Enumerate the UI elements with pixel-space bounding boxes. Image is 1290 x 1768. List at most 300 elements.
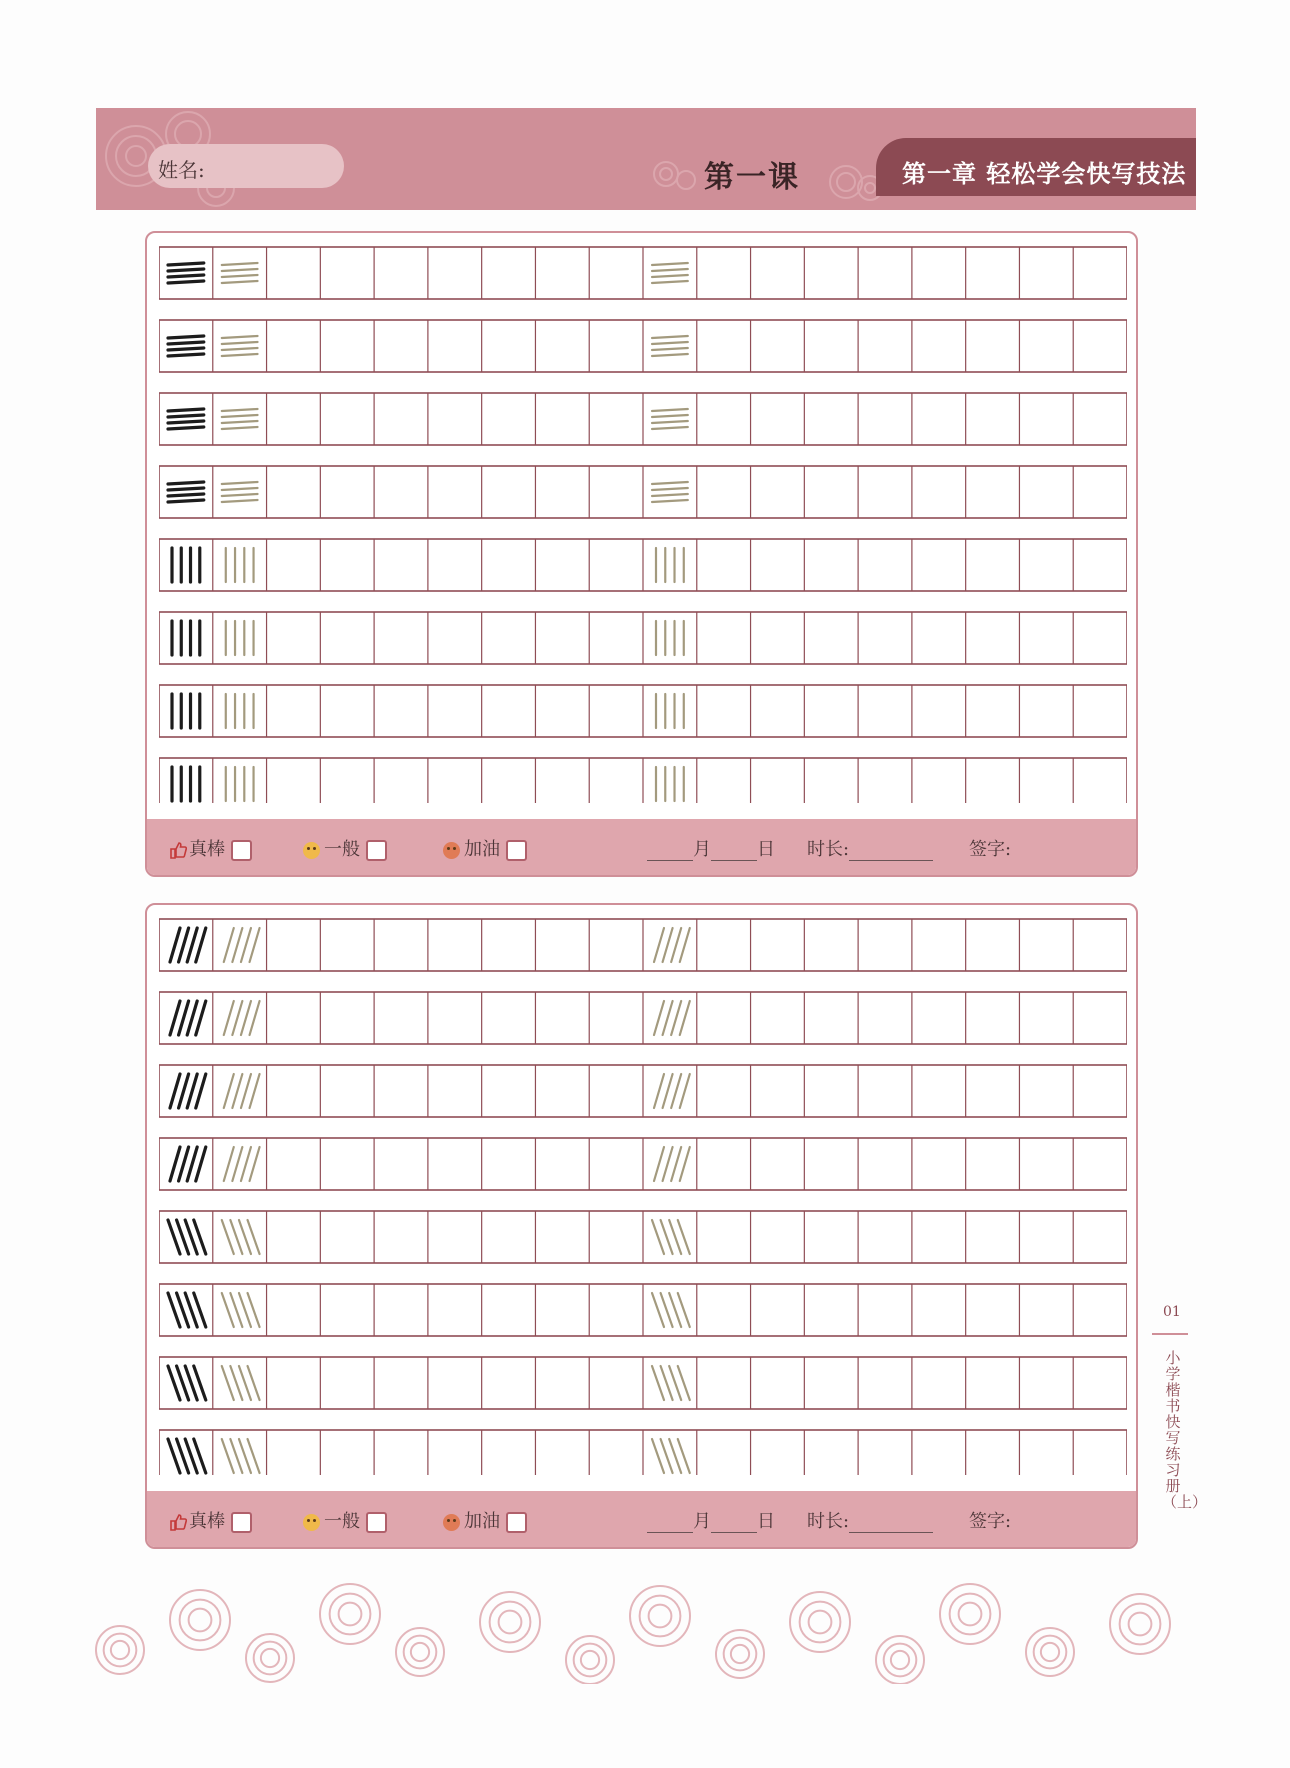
- date-field[interactable]: [647, 1507, 775, 1533]
- writing-cell[interactable]: [913, 686, 965, 736]
- writing-cell[interactable]: [805, 394, 857, 444]
- writing-cell[interactable]: [590, 1066, 642, 1116]
- writing-cell[interactable]: [375, 467, 427, 517]
- writing-cell[interactable]: [321, 613, 373, 663]
- writing-cell[interactable]: [483, 1358, 535, 1408]
- writing-cell[interactable]: [321, 993, 373, 1043]
- writing-cell[interactable]: [160, 394, 212, 444]
- writing-cell[interactable]: [752, 1066, 804, 1116]
- writing-cell[interactable]: [967, 1212, 1019, 1262]
- writing-cell[interactable]: [590, 613, 642, 663]
- writing-cell[interactable]: [698, 540, 750, 590]
- writing-cell[interactable]: [483, 248, 535, 298]
- writing-cell[interactable]: [536, 759, 588, 803]
- writing-cell[interactable]: [321, 540, 373, 590]
- writing-cell[interactable]: [268, 1212, 320, 1262]
- writing-cell[interactable]: [967, 993, 1019, 1043]
- writing-cell[interactable]: [752, 613, 804, 663]
- writing-cell[interactable]: [268, 920, 320, 970]
- writing-cell[interactable]: [1020, 993, 1072, 1043]
- writing-cell[interactable]: [590, 1212, 642, 1262]
- writing-cell[interactable]: [321, 1212, 373, 1262]
- frown-face-icon: [443, 842, 460, 859]
- writing-cell[interactable]: [859, 1431, 911, 1475]
- writing-cell[interactable]: [967, 467, 1019, 517]
- writing-cell[interactable]: [375, 248, 427, 298]
- writing-cell[interactable]: [536, 394, 588, 444]
- writing-cell[interactable]: [375, 686, 427, 736]
- writing-cell[interactable]: [214, 321, 266, 371]
- writing-cell[interactable]: [321, 1285, 373, 1335]
- writing-cell[interactable]: [536, 1358, 588, 1408]
- writing-cell[interactable]: [375, 1212, 427, 1262]
- writing-cell[interactable]: [590, 540, 642, 590]
- writing-cell[interactable]: [859, 1066, 911, 1116]
- writing-cell[interactable]: [321, 920, 373, 970]
- duration-field[interactable]: [807, 1507, 933, 1533]
- writing-cell[interactable]: [752, 321, 804, 371]
- writing-cell[interactable]: [967, 1358, 1019, 1408]
- writing-cell[interactable]: [644, 759, 696, 803]
- writing-cell[interactable]: [429, 686, 481, 736]
- writing-cell[interactable]: [483, 613, 535, 663]
- writing-cell[interactable]: [644, 321, 696, 371]
- writing-cell[interactable]: [321, 1139, 373, 1189]
- writing-cell[interactable]: [752, 920, 804, 970]
- writing-cell[interactable]: [1074, 993, 1126, 1043]
- writing-cell[interactable]: [752, 993, 804, 1043]
- practice-row: [159, 1284, 1127, 1336]
- writing-cell[interactable]: [805, 1139, 857, 1189]
- writing-cell[interactable]: [536, 540, 588, 590]
- writing-cell[interactable]: [913, 1285, 965, 1335]
- writing-cell[interactable]: [859, 613, 911, 663]
- writing-cell[interactable]: [967, 540, 1019, 590]
- writing-cell[interactable]: [1074, 467, 1126, 517]
- signature-field[interactable]: [969, 1507, 1011, 1533]
- writing-cell[interactable]: [805, 1212, 857, 1262]
- writing-cell[interactable]: [913, 1358, 965, 1408]
- writing-cell[interactable]: [698, 1285, 750, 1335]
- writing-cell[interactable]: [859, 248, 911, 298]
- lesson-title: 第一课: [704, 160, 800, 195]
- writing-cell[interactable]: [268, 759, 320, 803]
- writing-cell[interactable]: [214, 1066, 266, 1116]
- writing-cell[interactable]: [1020, 759, 1072, 803]
- writing-cell[interactable]: [429, 920, 481, 970]
- writing-cell[interactable]: [590, 759, 642, 803]
- smile-face-icon: [303, 842, 320, 859]
- writing-cell[interactable]: [536, 1066, 588, 1116]
- writing-cell[interactable]: [214, 920, 266, 970]
- writing-cell[interactable]: [590, 686, 642, 736]
- writing-cell[interactable]: [1074, 759, 1126, 803]
- writing-cell[interactable]: [429, 759, 481, 803]
- writing-cell[interactable]: [644, 920, 696, 970]
- writing-cell[interactable]: [1074, 248, 1126, 298]
- writing-cell[interactable]: [967, 1066, 1019, 1116]
- writing-cell[interactable]: [268, 321, 320, 371]
- writing-cell[interactable]: [483, 759, 535, 803]
- writing-cell[interactable]: [752, 1139, 804, 1189]
- writing-cell[interactable]: [483, 394, 535, 444]
- writing-cell[interactable]: [859, 1285, 911, 1335]
- writing-cell[interactable]: [1020, 248, 1072, 298]
- writing-cell[interactable]: [590, 1431, 642, 1475]
- writing-cell[interactable]: [321, 1358, 373, 1408]
- writing-cell[interactable]: [483, 321, 535, 371]
- writing-cell[interactable]: [644, 993, 696, 1043]
- month-label: 月: [693, 839, 711, 860]
- writing-cell[interactable]: [752, 1358, 804, 1408]
- practice-row: [159, 1065, 1127, 1117]
- writing-cell[interactable]: [160, 686, 212, 736]
- writing-cell[interactable]: [1020, 394, 1072, 444]
- writing-cell[interactable]: [214, 394, 266, 444]
- writing-cell[interactable]: [375, 1431, 427, 1475]
- writing-cell[interactable]: [913, 540, 965, 590]
- practice-grid-1: [159, 243, 1127, 803]
- writing-cell[interactable]: [536, 613, 588, 663]
- frown-face-icon: [443, 1514, 460, 1531]
- writing-cell[interactable]: [913, 613, 965, 663]
- writing-cell[interactable]: [590, 467, 642, 517]
- writing-cell[interactable]: [913, 248, 965, 298]
- writing-cell[interactable]: [967, 321, 1019, 371]
- writing-cell[interactable]: [698, 1066, 750, 1116]
- writing-cell[interactable]: [752, 1285, 804, 1335]
- writing-cell[interactable]: [913, 1066, 965, 1116]
- writing-cell[interactable]: [321, 1066, 373, 1116]
- writing-cell[interactable]: [644, 1139, 696, 1189]
- writing-cell[interactable]: [429, 1139, 481, 1189]
- writing-cell[interactable]: [375, 993, 427, 1043]
- writing-cell[interactable]: [429, 394, 481, 444]
- writing-cell[interactable]: [321, 1431, 373, 1475]
- writing-cell[interactable]: [859, 1358, 911, 1408]
- writing-cell[interactable]: [913, 394, 965, 444]
- writing-cell[interactable]: [429, 1358, 481, 1408]
- writing-cell[interactable]: [483, 467, 535, 517]
- duration-field[interactable]: [807, 835, 933, 861]
- writing-cell[interactable]: [805, 1358, 857, 1408]
- writing-cell[interactable]: [590, 248, 642, 298]
- writing-cell[interactable]: [536, 1212, 588, 1262]
- writing-cell[interactable]: [752, 394, 804, 444]
- writing-cell[interactable]: [1020, 686, 1072, 736]
- writing-cell[interactable]: [644, 1066, 696, 1116]
- writing-cell[interactable]: [590, 1139, 642, 1189]
- signature-label: 签字:: [969, 1511, 1012, 1532]
- writing-cell[interactable]: [1020, 1139, 1072, 1189]
- writing-cell[interactable]: [752, 1212, 804, 1262]
- writing-cell[interactable]: [698, 613, 750, 663]
- writing-cell[interactable]: [483, 1066, 535, 1116]
- writing-cell[interactable]: [321, 686, 373, 736]
- rating-keep-going-checkbox[interactable]: [506, 840, 527, 861]
- writing-cell[interactable]: [913, 993, 965, 1043]
- writing-cell[interactable]: [752, 759, 804, 803]
- writing-cell[interactable]: [1020, 920, 1072, 970]
- writing-cell[interactable]: [1074, 321, 1126, 371]
- writing-cell[interactable]: [752, 1431, 804, 1475]
- writing-cell[interactable]: [429, 248, 481, 298]
- writing-cell[interactable]: [429, 1212, 481, 1262]
- writing-cell[interactable]: [698, 920, 750, 970]
- writing-cell[interactable]: [1020, 613, 1072, 663]
- writing-cell[interactable]: [429, 1066, 481, 1116]
- swirl-ornament: [876, 1636, 924, 1684]
- rating-great-checkbox[interactable]: [231, 1512, 252, 1533]
- writing-cell[interactable]: [590, 993, 642, 1043]
- writing-cell[interactable]: [429, 321, 481, 371]
- writing-cell[interactable]: [375, 540, 427, 590]
- writing-cell[interactable]: [913, 759, 965, 803]
- writing-cell[interactable]: [967, 1285, 1019, 1335]
- writing-cell[interactable]: [859, 920, 911, 970]
- writing-cell[interactable]: [160, 467, 212, 517]
- writing-cell[interactable]: [375, 920, 427, 970]
- writing-cell[interactable]: [805, 759, 857, 803]
- writing-cell[interactable]: [644, 686, 696, 736]
- writing-cell[interactable]: [321, 321, 373, 371]
- writing-cell[interactable]: [536, 686, 588, 736]
- writing-cell[interactable]: [375, 1358, 427, 1408]
- writing-cell[interactable]: [752, 467, 804, 517]
- writing-cell[interactable]: [214, 467, 266, 517]
- writing-cell[interactable]: [967, 686, 1019, 736]
- writing-cell[interactable]: [1074, 1066, 1126, 1116]
- writing-cell[interactable]: [214, 613, 266, 663]
- writing-cell[interactable]: [967, 1139, 1019, 1189]
- writing-cell[interactable]: [429, 1285, 481, 1335]
- writing-cell[interactable]: [214, 248, 266, 298]
- writing-cell[interactable]: [214, 1139, 266, 1189]
- writing-cell[interactable]: [536, 248, 588, 298]
- writing-cell[interactable]: [483, 1139, 535, 1189]
- writing-cell[interactable]: [913, 467, 965, 517]
- writing-cell[interactable]: [375, 394, 427, 444]
- writing-cell[interactable]: [375, 1139, 427, 1189]
- writing-cell[interactable]: [268, 1066, 320, 1116]
- writing-cell[interactable]: [859, 540, 911, 590]
- writing-cell[interactable]: [805, 920, 857, 970]
- writing-cell[interactable]: [967, 1431, 1019, 1475]
- writing-cell[interactable]: [859, 394, 911, 444]
- rating-keep-going-checkbox[interactable]: [506, 1512, 527, 1533]
- writing-cell[interactable]: [160, 613, 212, 663]
- writing-cell[interactable]: [1074, 613, 1126, 663]
- writing-cell[interactable]: [805, 467, 857, 517]
- writing-cell[interactable]: [160, 248, 212, 298]
- writing-cell[interactable]: [375, 321, 427, 371]
- writing-cell[interactable]: [536, 1139, 588, 1189]
- writing-cell[interactable]: [321, 394, 373, 444]
- writing-cell[interactable]: [268, 1358, 320, 1408]
- writing-cell[interactable]: [268, 1139, 320, 1189]
- writing-cell[interactable]: [590, 394, 642, 444]
- writing-cell[interactable]: [698, 248, 750, 298]
- writing-cell[interactable]: [967, 613, 1019, 663]
- writing-cell[interactable]: [698, 993, 750, 1043]
- writing-cell[interactable]: [1074, 540, 1126, 590]
- writing-cell[interactable]: [698, 467, 750, 517]
- writing-cell[interactable]: [1074, 1431, 1126, 1475]
- writing-cell[interactable]: [1020, 1358, 1072, 1408]
- writing-cell[interactable]: [429, 613, 481, 663]
- swirl-ornament: [566, 1636, 614, 1684]
- writing-cell[interactable]: [644, 248, 696, 298]
- writing-cell[interactable]: [483, 993, 535, 1043]
- writing-cell[interactable]: [1020, 1285, 1072, 1335]
- page-rule: [1152, 1333, 1188, 1335]
- writing-cell[interactable]: [268, 993, 320, 1043]
- writing-cell[interactable]: [483, 1212, 535, 1262]
- writing-cell[interactable]: [805, 1431, 857, 1475]
- writing-cell[interactable]: [805, 540, 857, 590]
- writing-cell[interactable]: [644, 613, 696, 663]
- writing-cell[interactable]: [644, 394, 696, 444]
- writing-cell[interactable]: [967, 759, 1019, 803]
- writing-cell[interactable]: [698, 1212, 750, 1262]
- writing-cell[interactable]: [590, 1285, 642, 1335]
- writing-cell[interactable]: [1020, 1066, 1072, 1116]
- writing-cell[interactable]: [536, 993, 588, 1043]
- writing-cell[interactable]: [805, 1066, 857, 1116]
- writing-cell[interactable]: [160, 540, 212, 590]
- writing-cell[interactable]: [483, 540, 535, 590]
- writing-cell[interactable]: [1074, 1139, 1126, 1189]
- writing-cell[interactable]: [321, 759, 373, 803]
- writing-cell[interactable]: [590, 1358, 642, 1408]
- writing-cell[interactable]: [644, 467, 696, 517]
- writing-cell[interactable]: [536, 467, 588, 517]
- writing-cell[interactable]: [429, 993, 481, 1043]
- writing-cell[interactable]: [805, 1285, 857, 1335]
- rating-average-checkbox[interactable]: [366, 1512, 387, 1533]
- writing-cell[interactable]: [483, 686, 535, 736]
- writing-cell[interactable]: [160, 321, 212, 371]
- writing-cell[interactable]: [268, 540, 320, 590]
- writing-cell[interactable]: [644, 540, 696, 590]
- writing-cell[interactable]: [268, 467, 320, 517]
- writing-cell[interactable]: [805, 613, 857, 663]
- writing-cell[interactable]: [1074, 686, 1126, 736]
- writing-cell[interactable]: [913, 1431, 965, 1475]
- practice-row: [159, 393, 1127, 445]
- writing-cell[interactable]: [913, 321, 965, 371]
- writing-cell[interactable]: [859, 321, 911, 371]
- writing-cell[interactable]: [429, 540, 481, 590]
- writing-cell[interactable]: [859, 686, 911, 736]
- writing-cell[interactable]: [429, 467, 481, 517]
- writing-cell[interactable]: [698, 1358, 750, 1408]
- writing-cell[interactable]: [1074, 920, 1126, 970]
- signature-field[interactable]: [969, 835, 1011, 861]
- writing-cell[interactable]: [698, 1139, 750, 1189]
- writing-cell[interactable]: [752, 248, 804, 298]
- writing-cell[interactable]: [590, 321, 642, 371]
- writing-cell[interactable]: [859, 993, 911, 1043]
- writing-cell[interactable]: [913, 920, 965, 970]
- writing-cell[interactable]: [859, 1212, 911, 1262]
- writing-cell[interactable]: [483, 1285, 535, 1335]
- writing-cell[interactable]: [375, 1066, 427, 1116]
- writing-cell[interactable]: [698, 394, 750, 444]
- writing-cell[interactable]: [1074, 1358, 1126, 1408]
- writing-cell[interactable]: [483, 920, 535, 970]
- writing-cell[interactable]: [268, 1431, 320, 1475]
- writing-cell[interactable]: [214, 993, 266, 1043]
- writing-cell[interactable]: [805, 686, 857, 736]
- writing-cell[interactable]: [1074, 394, 1126, 444]
- rating-average-checkbox[interactable]: [366, 840, 387, 861]
- date-field[interactable]: [647, 835, 775, 861]
- writing-cell[interactable]: [214, 759, 266, 803]
- writing-cell[interactable]: [268, 394, 320, 444]
- writing-cell[interactable]: [752, 686, 804, 736]
- writing-cell[interactable]: [752, 540, 804, 590]
- writing-cell[interactable]: [859, 759, 911, 803]
- writing-cell[interactable]: [268, 248, 320, 298]
- writing-cell[interactable]: [859, 467, 911, 517]
- writing-cell[interactable]: [375, 1285, 427, 1335]
- writing-cell[interactable]: [375, 613, 427, 663]
- writing-cell[interactable]: [536, 1285, 588, 1335]
- writing-cell[interactable]: [698, 686, 750, 736]
- writing-cell[interactable]: [429, 1431, 481, 1475]
- writing-cell[interactable]: [321, 467, 373, 517]
- writing-cell[interactable]: [536, 321, 588, 371]
- swirl-ornament: [396, 1628, 444, 1676]
- writing-cell[interactable]: [214, 540, 266, 590]
- writing-cell[interactable]: [698, 1431, 750, 1475]
- writing-cell[interactable]: [698, 759, 750, 803]
- writing-cell[interactable]: [536, 920, 588, 970]
- writing-cell[interactable]: [160, 759, 212, 803]
- writing-cell[interactable]: [913, 1212, 965, 1262]
- writing-cell[interactable]: [967, 248, 1019, 298]
- writing-cell[interactable]: [1074, 1285, 1126, 1335]
- rating-keep-going: [443, 1507, 527, 1533]
- writing-cell[interactable]: [859, 1139, 911, 1189]
- writing-cell[interactable]: [1020, 1431, 1072, 1475]
- writing-cell[interactable]: [1020, 321, 1072, 371]
- practice-row: [159, 758, 1127, 803]
- writing-cell[interactable]: [913, 1139, 965, 1189]
- writing-cell[interactable]: [967, 394, 1019, 444]
- writing-cell[interactable]: [1020, 467, 1072, 517]
- writing-cell[interactable]: [805, 993, 857, 1043]
- writing-cell[interactable]: [375, 759, 427, 803]
- writing-cell[interactable]: [805, 248, 857, 298]
- writing-cell[interactable]: [321, 248, 373, 298]
- writing-cell[interactable]: [967, 920, 1019, 970]
- writing-cell[interactable]: [483, 1431, 535, 1475]
- writing-cell[interactable]: [536, 1431, 588, 1475]
- writing-cell[interactable]: [214, 686, 266, 736]
- writing-cell[interactable]: [1074, 1212, 1126, 1262]
- rating-great-checkbox[interactable]: [231, 840, 252, 861]
- writing-cell[interactable]: [590, 920, 642, 970]
- writing-cell[interactable]: [698, 321, 750, 371]
- writing-cell[interactable]: [1020, 540, 1072, 590]
- writing-cell[interactable]: [1020, 1212, 1072, 1262]
- writing-cell[interactable]: [268, 686, 320, 736]
- writing-cell[interactable]: [805, 321, 857, 371]
- writing-cell[interactable]: [268, 613, 320, 663]
- writing-cell[interactable]: [268, 1285, 320, 1335]
